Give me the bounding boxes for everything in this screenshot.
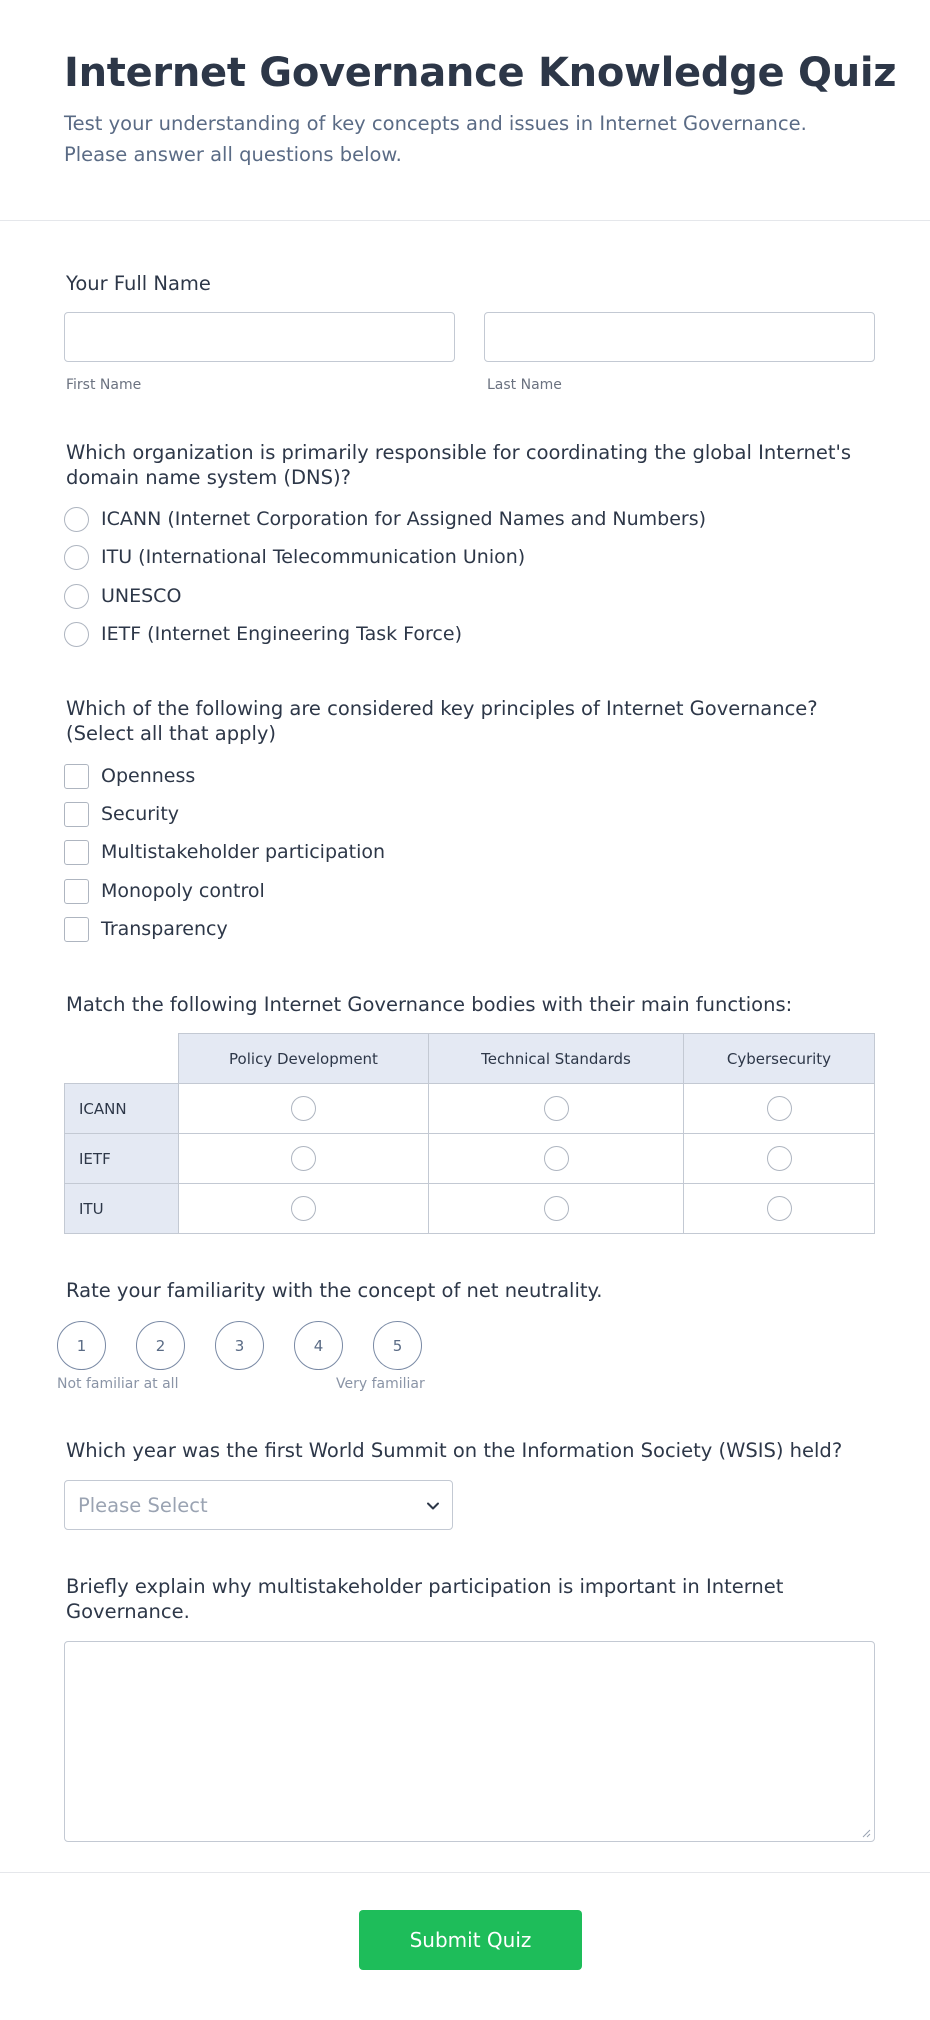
checkbox[interactable] — [64, 802, 89, 827]
chevron-down-icon — [425, 1498, 441, 1514]
q6-label: Briefly explain why multistakeholder participation is important in Internet Governance. — [66, 1575, 784, 1623]
q2-option-multistakeholder[interactable] — [64, 839, 385, 865]
q2-option-security[interactable] — [64, 801, 179, 827]
q1-option-itu[interactable] — [64, 544, 525, 570]
matrix-radio-itu-technical[interactable] — [544, 1196, 569, 1221]
radio-button[interactable] — [64, 545, 89, 570]
matrix-cell — [683, 1133, 875, 1184]
checkbox[interactable] — [64, 764, 89, 789]
q1-option-unesco[interactable] — [64, 583, 181, 609]
matrix-col-header: Policy Development — [178, 1033, 429, 1084]
q5-label: Which year was the first World Summit on the Information Society (WSIS) held? — [66, 1439, 843, 1462]
option-label: ICANN (Internet Corporation for Assigned Names and Numbers) — [101, 508, 707, 530]
matrix-cell — [428, 1183, 684, 1234]
option-label: Transparency — [101, 918, 228, 940]
matrix-corner — [64, 1033, 178, 1084]
scale-option-3[interactable]: 3 — [215, 1321, 264, 1370]
matrix-cell — [178, 1083, 429, 1134]
submit-button[interactable]: Submit Quiz — [359, 1910, 582, 1970]
matrix-row-header: ICANN — [64, 1083, 179, 1134]
matrix-row-header: IETF — [64, 1133, 179, 1184]
matrix-radio-ietf-cybersecurity[interactable] — [767, 1146, 792, 1171]
q1-label: Which organization is primarily responsible for coordinating the global Internet's domain name system (DNS)? — [66, 441, 852, 489]
matching-matrix — [64, 1033, 875, 1234]
checkbox[interactable] — [64, 917, 89, 942]
matrix-radio-itu-policy[interactable] — [291, 1196, 316, 1221]
first-name-sublabel: First Name — [66, 377, 142, 393]
matrix-radio-icann-policy[interactable] — [291, 1096, 316, 1121]
matrix-col-header: Technical Standards — [428, 1033, 684, 1084]
checkbox[interactable] — [64, 840, 89, 865]
resize-handle-icon[interactable] — [861, 1828, 871, 1838]
matrix-cell — [178, 1183, 429, 1234]
matrix-row-header: ITU — [64, 1183, 179, 1234]
footer-divider — [0, 1872, 930, 1873]
checkbox[interactable] — [64, 879, 89, 904]
matrix-cell — [683, 1083, 875, 1134]
scale-option-2[interactable]: 2 — [136, 1321, 185, 1370]
page-subtitle: Test your understanding of key concepts and issues in Internet Governance. Please answer all questions below. — [64, 112, 807, 166]
q1-option-ietf[interactable] — [64, 621, 462, 647]
radio-button[interactable] — [64, 622, 89, 647]
radio-button[interactable] — [64, 584, 89, 609]
q2-option-monopoly[interactable] — [64, 878, 265, 904]
option-label: IETF (Internet Engineering Task Force) — [101, 623, 462, 645]
explanation-textarea[interactable] — [64, 1641, 875, 1842]
year-select[interactable] — [64, 1480, 453, 1530]
q4-label: Rate your familiarity with the concept of net neutrality. — [66, 1279, 603, 1302]
option-label: Multistakeholder participation — [101, 841, 386, 863]
last-name-sublabel: Last Name — [487, 377, 562, 393]
matrix-radio-itu-cybersecurity[interactable] — [767, 1196, 792, 1221]
matrix-radio-ietf-policy[interactable] — [291, 1146, 316, 1171]
q2-option-transparency[interactable] — [64, 916, 228, 942]
scale-option-5[interactable]: 5 — [373, 1321, 422, 1370]
matrix-cell — [683, 1183, 875, 1234]
radio-button[interactable] — [64, 507, 89, 532]
scale-min-label: Not familiar at all — [57, 1376, 179, 1392]
first-name-input[interactable] — [64, 312, 455, 362]
option-label: Security — [101, 803, 180, 825]
matrix-radio-ietf-technical[interactable] — [544, 1146, 569, 1171]
scale-max-label: Very familiar — [336, 1376, 425, 1392]
option-label: Monopoly control — [101, 880, 265, 902]
matrix-cell — [428, 1133, 684, 1184]
scale-option-1[interactable]: 1 — [57, 1321, 106, 1370]
option-label: Openness — [101, 765, 196, 787]
option-label: UNESCO — [101, 585, 182, 607]
matrix-cell — [428, 1083, 684, 1134]
page-title: Internet Governance Knowledge Quiz — [64, 50, 897, 96]
matrix-col-header: Cybersecurity — [683, 1033, 875, 1084]
full-name-label: Your Full Name — [66, 272, 211, 295]
form-header — [0, 0, 930, 221]
q2-option-openness[interactable] — [64, 763, 195, 789]
select-placeholder: Please Select — [78, 1494, 208, 1517]
q3-label: Match the following Internet Governance bodies with their main functions: — [66, 993, 793, 1016]
matrix-cell — [178, 1133, 429, 1184]
q2-label: Which of the following are considered key principles of Internet Governance? (Select all that apply) — [66, 697, 818, 745]
matrix-radio-icann-cybersecurity[interactable] — [767, 1096, 792, 1121]
q1-option-icann[interactable] — [64, 506, 706, 532]
scale-option-4[interactable]: 4 — [294, 1321, 343, 1370]
option-label: ITU (International Telecommunication Union) — [101, 546, 526, 568]
matrix-radio-icann-technical[interactable] — [544, 1096, 569, 1121]
last-name-input[interactable] — [484, 312, 875, 362]
